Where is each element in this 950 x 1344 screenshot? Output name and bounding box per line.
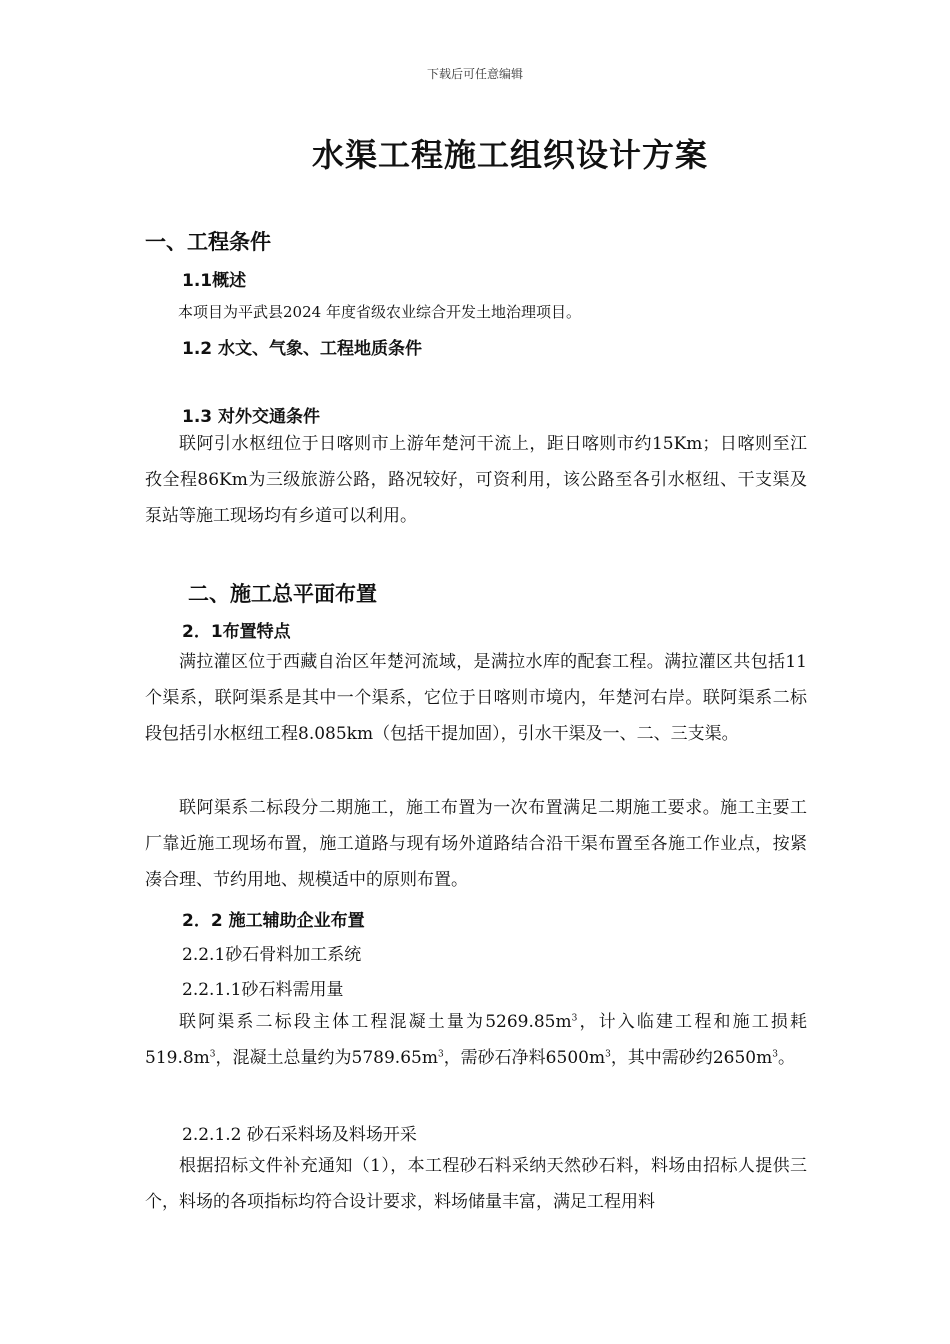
concrete-loss-text: ，计入临建工程和施工损耗	[577, 1012, 808, 1032]
heading-1-1: 1.1概述	[182, 271, 247, 291]
loss-volume: 519.8m	[145, 1048, 210, 1068]
sand-text: ，其中需砂约	[610, 1048, 713, 1068]
aggregate-text: ，需砂石净料6500m	[443, 1048, 606, 1068]
superscript-3: 3	[571, 1013, 578, 1024]
heading-1-2: 1.2 水文、气象、工程地质条件	[182, 339, 423, 359]
paragraph-1-3: 联阿引水枢纽位于日喀则市上游年楚河干流上，距日喀则市约15Km；日喀则至江孜全程86Km为三级旅游公路，路况较好，可资利用，该公路至各引水枢纽、干支渠及泵站等施工现场均有乡道可以利用。	[145, 434, 807, 526]
paragraph-2-1-b: 联阿渠系二标段分二期施工，施工布置为一次布置满足二期施工要求。施工主要工厂靠近施工现场布置，施工道路与现有场外道路结合沿干渠布置至各施工作业点，按紧凑合理、节约用地、规模适中的原则布置。	[145, 798, 807, 890]
superscript-3: 3	[209, 1049, 216, 1060]
section-1-heading: 一、工程条件	[145, 230, 271, 254]
paragraph-2-2-1-2: 根据招标文件补充通知（1），本工程砂石料采纳天然砂石料，料场由招标人提供三个，料场的各项指标均符合设计要求，料场储量丰富，满足工程用料	[145, 1156, 807, 1212]
heading-2-2-1: 2.2.1砂石骨料加工系统	[182, 945, 362, 965]
sand-volume: 2650m	[712, 1048, 773, 1068]
heading-2-2-1-1: 2.2.1.1砂石料需用量	[182, 980, 344, 1000]
section-2-heading: 二、施工总平面布置	[188, 582, 377, 606]
superscript-3: 3	[605, 1049, 611, 1060]
concrete-main-text: 联阿渠系二标段主体工程混凝土量为5269.85m	[179, 1012, 572, 1032]
heading-2-2-1-2: 2.2.1.2 砂石采料场及料场开采	[182, 1125, 417, 1145]
heading-2-2: 2．2 施工辅助企业布置	[182, 911, 365, 931]
header-note: 下载后可任意编辑	[426, 67, 523, 81]
heading-1-3: 1.3 对外交通条件	[182, 407, 321, 427]
paragraph-1-1: 本项目为平武县2024 年度省级农业综合开发土地治理项目。	[178, 303, 581, 321]
document-title: 水渠工程施工组织设计方案	[311, 136, 708, 174]
paragraph-2-1-a: 满拉灌区位于西藏自治区年楚河流域，是满拉水库的配套工程。满拉灌区共包括11个渠系，联阿渠系是其中一个渠系，它位于日喀则市境内，年楚河右岸。联阿渠系二标段包括引水枢纽工程8.085km（包括干提加固），引水干渠及一、二、三支渠。	[145, 652, 807, 744]
paragraph-2-2-1-1	[145, 1004, 807, 1076]
superscript-3: 3	[772, 1049, 778, 1060]
end-mark: 。	[777, 1048, 795, 1068]
heading-2-1: 2．1布置特点	[182, 622, 291, 642]
concrete-total-text: ，混凝土总量约为5789.65m	[215, 1048, 438, 1068]
superscript-3: 3	[437, 1049, 444, 1060]
